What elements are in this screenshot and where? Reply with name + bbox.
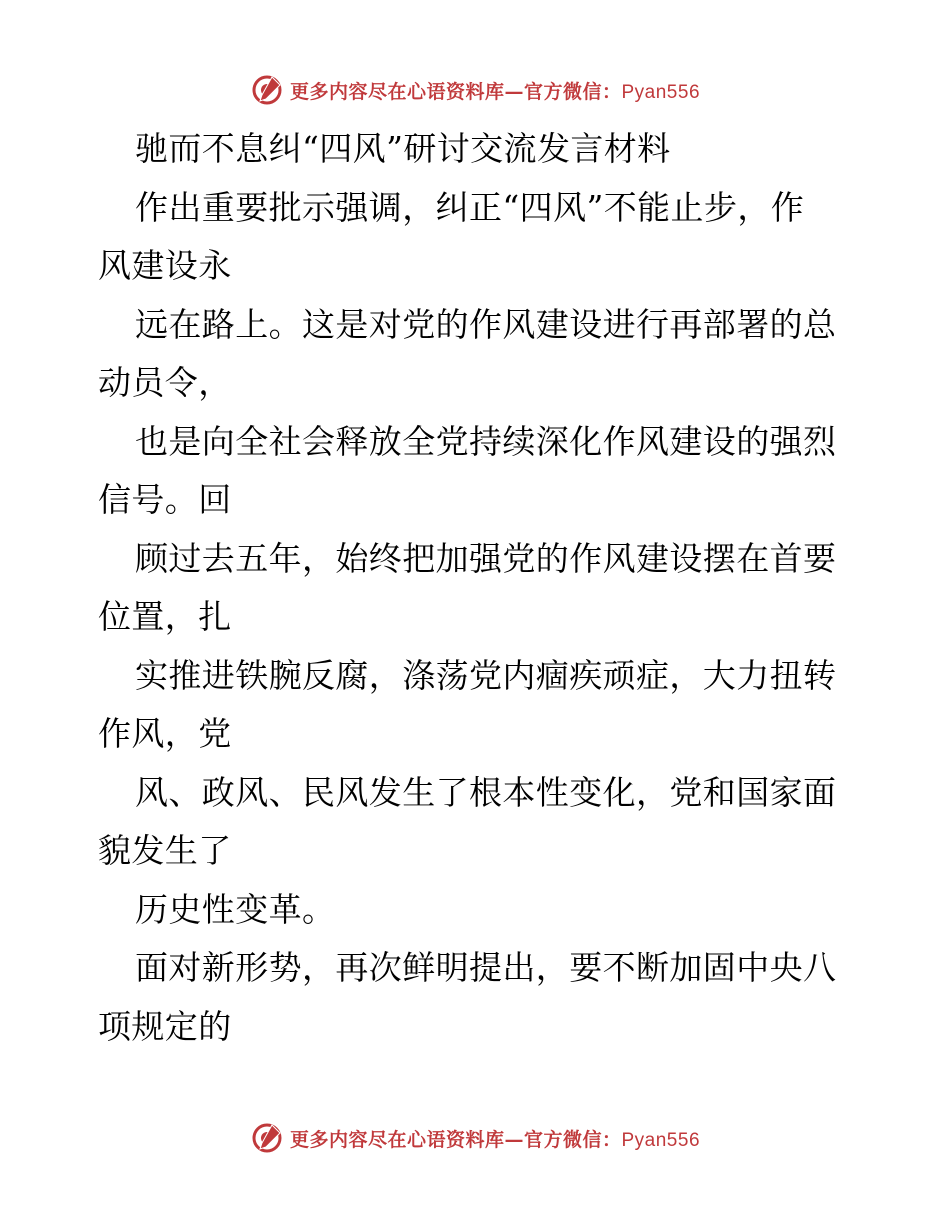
document-line: 也是向全社会释放全党持续深化作风建设的强烈 (135, 421, 837, 461)
document-line: 动员令， (98, 363, 232, 402)
header-wechat-id: Pyan556 (621, 81, 701, 103)
document-line: 风、政风、民风发生了根本性变化，党和国家面 (135, 772, 837, 812)
header-banner-label: 更多内容尽在心语资料库—官方微信： (289, 80, 622, 103)
footer-banner (0, 1118, 950, 1158)
header-banner (0, 70, 950, 110)
document-line: 作出重要批示强调，纠正“四风”不能止步，作 (135, 187, 805, 227)
document-line: 历史性变革。 (135, 889, 336, 929)
footer-banner-text (290, 1125, 700, 1152)
red-pen-logo-icon (250, 1121, 284, 1155)
footer-banner-label: 更多内容尽在心语资料库—官方微信： (289, 1128, 622, 1151)
document-line: 面对新形势，再次鲜明提出，要不断加固中央八 (135, 948, 837, 987)
footer-wechat-id: Pyan556 (621, 1129, 701, 1151)
document-line: 貌发生了 (98, 831, 232, 870)
document-line: 风建设永 (98, 246, 232, 285)
document-body (98, 120, 858, 1056)
document-line: 驰而不息纠“四风”研讨交流发言材料 (135, 129, 671, 168)
document-line: 位置，扎 (98, 597, 232, 636)
document-line: 作风，党 (98, 714, 232, 753)
document-line: 信号。回 (98, 480, 232, 519)
document-line: 实推进铁腕反腐，涤荡党内痼疾顽症，大力扭转 (135, 655, 837, 695)
document-line: 项规定的 (98, 1006, 232, 1046)
red-pen-logo-icon (250, 73, 284, 107)
document-line: 顾过去五年，始终把加强党的作风建设摆在首要 (135, 538, 837, 578)
document-line: 远在路上。这是对党的作风建设进行再部署的总 (135, 304, 837, 344)
header-banner-text (290, 77, 700, 104)
